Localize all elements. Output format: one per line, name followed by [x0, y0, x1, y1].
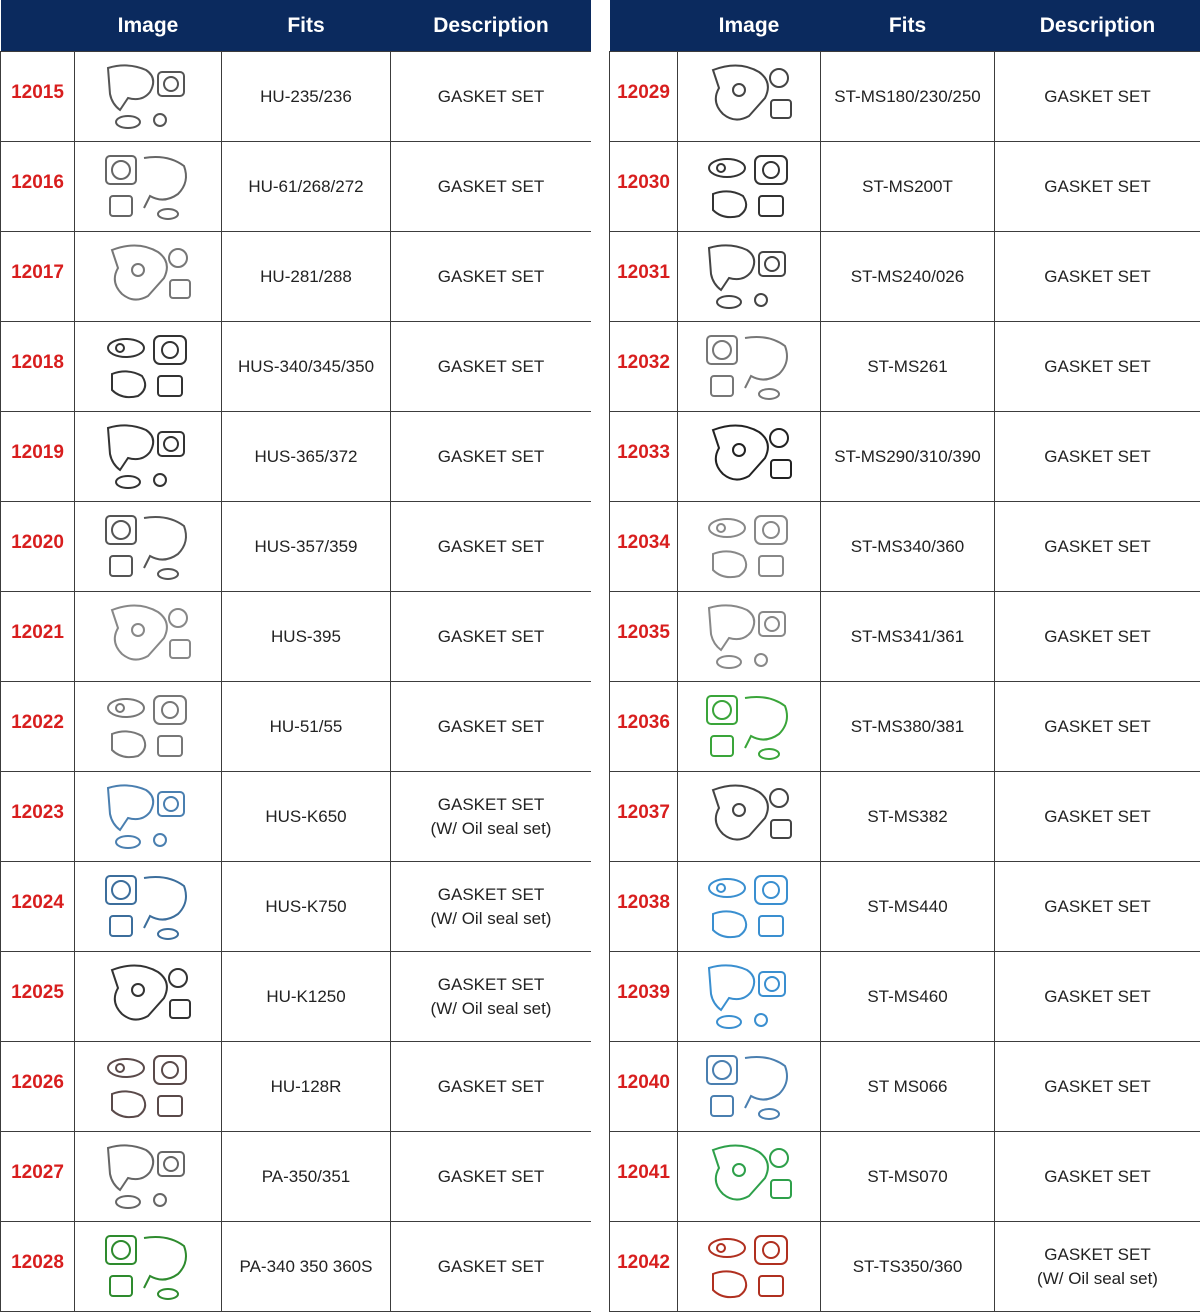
item-code: 12025	[1, 952, 75, 1042]
item-fits: HUS-K650	[222, 772, 391, 862]
table-row	[610, 592, 1200, 682]
description-line: GASKET SET	[1044, 716, 1151, 736]
item-image	[75, 412, 222, 502]
description-line: GASKET SET	[1044, 536, 1151, 556]
catalog-table-right	[609, 0, 1200, 1312]
item-description	[391, 862, 592, 952]
table-row	[610, 1132, 1200, 1222]
description-line: GASKET SET	[1044, 1244, 1151, 1264]
item-description	[995, 502, 1200, 592]
description-note: (W/ Oil seal set)	[430, 908, 552, 928]
item-fits: HU-235/236	[222, 52, 391, 142]
description-line: GASKET SET	[1044, 1076, 1151, 1096]
table-row	[1, 1222, 592, 1312]
item-code: 12023	[1, 772, 75, 862]
item-code: 12016	[1, 142, 75, 232]
gasket-set-icon	[699, 868, 799, 946]
description-line: GASKET SET	[437, 1256, 545, 1276]
item-code: 12018	[1, 322, 75, 412]
gasket-set-icon	[98, 1228, 198, 1306]
table-row	[1, 322, 592, 412]
table-row	[610, 502, 1200, 592]
item-image	[678, 142, 821, 232]
table-header	[1, 0, 592, 52]
item-code: 12019	[1, 412, 75, 502]
item-image	[75, 52, 222, 142]
item-image	[678, 682, 821, 772]
item-description	[391, 1042, 592, 1132]
item-description	[391, 52, 592, 142]
item-fits: ST-MS380/381	[821, 682, 995, 772]
gasket-set-icon	[98, 328, 198, 406]
item-fits: ST-MS460	[821, 952, 995, 1042]
item-image	[75, 592, 222, 682]
item-image	[75, 232, 222, 322]
item-fits: ST-MS341/361	[821, 592, 995, 682]
item-image	[75, 142, 222, 232]
gasket-set-icon	[98, 148, 198, 226]
item-code: 12037	[610, 772, 678, 862]
table-row	[1, 1042, 592, 1132]
table-row	[1, 952, 592, 1042]
item-description	[995, 952, 1200, 1042]
item-fits: HU-61/268/272	[222, 142, 391, 232]
item-fits: ST MS066	[821, 1042, 995, 1132]
item-fits: ST-MS200T	[821, 142, 995, 232]
gasket-set-icon	[98, 1138, 198, 1216]
description-line: GASKET SET	[1044, 176, 1151, 196]
item-description	[391, 232, 592, 322]
item-description	[995, 412, 1200, 502]
table-row	[610, 322, 1200, 412]
item-code: 12033	[610, 412, 678, 502]
item-image	[678, 1042, 821, 1132]
item-description	[391, 1222, 592, 1312]
header-code	[1, 0, 75, 52]
item-image	[678, 862, 821, 952]
item-code: 12028	[1, 1222, 75, 1312]
gasket-set-icon	[98, 418, 198, 496]
gasket-set-icon	[98, 778, 198, 856]
table-row	[1, 682, 592, 772]
gasket-set-icon	[98, 868, 198, 946]
item-image	[678, 232, 821, 322]
item-code: 12041	[610, 1132, 678, 1222]
description-note: (W/ Oil seal set)	[430, 998, 552, 1018]
table-row	[610, 952, 1200, 1042]
description-line: GASKET SET	[1044, 446, 1151, 466]
item-image	[75, 502, 222, 592]
item-fits: ST-MS340/360	[821, 502, 995, 592]
item-description	[995, 772, 1200, 862]
table-row	[610, 52, 1200, 142]
gasket-set-icon	[699, 958, 799, 1036]
item-description	[391, 502, 592, 592]
item-code: 12024	[1, 862, 75, 952]
description-line: GASKET SET	[437, 626, 545, 646]
gasket-set-icon	[699, 418, 799, 496]
item-fits: PA-340 350 360S	[222, 1222, 391, 1312]
gasket-set-icon	[699, 1138, 799, 1216]
item-fits: HUS-357/359	[222, 502, 391, 592]
item-image	[678, 502, 821, 592]
description-line: GASKET SET	[437, 356, 545, 376]
item-image	[75, 1222, 222, 1312]
item-image	[678, 412, 821, 502]
table-row	[610, 772, 1200, 862]
item-fits: ST-MS261	[821, 322, 995, 412]
item-image	[75, 1132, 222, 1222]
gasket-set-icon	[699, 508, 799, 586]
description-line: GASKET SET	[1044, 266, 1151, 286]
description-line: GASKET SET	[1044, 626, 1151, 646]
catalog-table-left	[0, 0, 592, 1312]
gasket-set-icon	[699, 58, 799, 136]
gasket-set-icon	[699, 1228, 799, 1306]
table-row	[610, 1222, 1200, 1312]
description-line: GASKET SET	[1044, 986, 1151, 1006]
item-description	[995, 1222, 1200, 1312]
description-line: GASKET SET	[1044, 806, 1151, 826]
item-description	[995, 592, 1200, 682]
item-code: 12026	[1, 1042, 75, 1132]
item-fits: HUS-K750	[222, 862, 391, 952]
item-code: 12021	[1, 592, 75, 682]
item-code: 12031	[610, 232, 678, 322]
description-line: GASKET SET	[437, 974, 545, 994]
table-row	[610, 682, 1200, 772]
item-fits: ST-MS180/230/250	[821, 52, 995, 142]
table-row	[1, 232, 592, 322]
item-image	[678, 52, 821, 142]
gasket-set-icon	[98, 688, 198, 766]
description-line: GASKET SET	[437, 1076, 545, 1096]
table-row	[1, 412, 592, 502]
item-image	[678, 1132, 821, 1222]
item-description	[995, 1042, 1200, 1132]
item-description	[391, 772, 592, 862]
item-description	[995, 232, 1200, 322]
description-line: GASKET SET	[437, 266, 545, 286]
gasket-set-icon	[98, 58, 198, 136]
column-gap	[591, 0, 609, 1312]
table-header	[610, 0, 1200, 52]
gasket-set-icon	[98, 598, 198, 676]
header-fits: Fits	[821, 0, 995, 52]
item-description	[391, 322, 592, 412]
table-row	[1, 142, 592, 232]
item-description	[391, 412, 592, 502]
gasket-set-icon	[699, 598, 799, 676]
description-line: GASKET SET	[437, 176, 545, 196]
item-image	[678, 952, 821, 1042]
item-code: 12029	[610, 52, 678, 142]
gasket-set-icon	[699, 238, 799, 316]
item-description	[391, 142, 592, 232]
item-fits: ST-MS070	[821, 1132, 995, 1222]
item-description	[391, 682, 592, 772]
table-row	[610, 232, 1200, 322]
description-line: GASKET SET	[437, 884, 545, 904]
item-description	[995, 322, 1200, 412]
gasket-set-icon	[98, 1048, 198, 1126]
item-description	[995, 52, 1200, 142]
header-description: Description	[391, 0, 592, 52]
item-image	[75, 322, 222, 412]
item-fits: HUS-395	[222, 592, 391, 682]
item-description	[995, 142, 1200, 232]
item-fits: HU-51/55	[222, 682, 391, 772]
gasket-set-icon	[699, 328, 799, 406]
item-code: 12027	[1, 1132, 75, 1222]
item-description	[391, 592, 592, 682]
table-row	[1, 52, 592, 142]
item-code: 12020	[1, 502, 75, 592]
gasket-set-icon	[699, 1048, 799, 1126]
header-code	[610, 0, 678, 52]
item-fits: ST-MS290/310/390	[821, 412, 995, 502]
description-line: GASKET SET	[1044, 356, 1151, 376]
item-code: 12030	[610, 142, 678, 232]
header-image: Image	[75, 0, 222, 52]
item-image	[678, 322, 821, 412]
item-code: 12017	[1, 232, 75, 322]
table-row	[1, 592, 592, 682]
table-row	[1, 772, 592, 862]
table-row	[610, 1042, 1200, 1132]
description-line: GASKET SET	[1044, 1166, 1151, 1186]
item-code: 12042	[610, 1222, 678, 1312]
item-fits: PA-350/351	[222, 1132, 391, 1222]
item-image	[678, 772, 821, 862]
item-description	[995, 682, 1200, 772]
item-fits: HUS-365/372	[222, 412, 391, 502]
header-image: Image	[678, 0, 821, 52]
item-image	[75, 862, 222, 952]
item-code: 12034	[610, 502, 678, 592]
item-image	[75, 1042, 222, 1132]
item-image	[678, 592, 821, 682]
item-description	[995, 1132, 1200, 1222]
item-fits: ST-MS440	[821, 862, 995, 952]
item-code: 12035	[610, 592, 678, 682]
item-description	[391, 1132, 592, 1222]
item-fits: HU-128R	[222, 1042, 391, 1132]
table-row	[1, 1132, 592, 1222]
item-description	[391, 952, 592, 1042]
item-image	[75, 682, 222, 772]
description-line: GASKET SET	[437, 716, 545, 736]
gasket-set-icon	[699, 778, 799, 856]
description-note: (W/ Oil seal set)	[430, 818, 552, 838]
table-row	[610, 862, 1200, 952]
description-line: GASKET SET	[437, 794, 545, 814]
item-fits: ST-MS382	[821, 772, 995, 862]
gasket-set-icon	[98, 508, 198, 586]
item-description	[995, 862, 1200, 952]
description-line: GASKET SET	[437, 1166, 545, 1186]
item-fits: ST-MS240/026	[821, 232, 995, 322]
description-line: GASKET SET	[437, 536, 545, 556]
gasket-set-icon	[98, 238, 198, 316]
item-fits: HU-281/288	[222, 232, 391, 322]
item-fits: HUS-340/345/350	[222, 322, 391, 412]
description-note: (W/ Oil seal set)	[1037, 1268, 1158, 1288]
header-description: Description	[995, 0, 1200, 52]
gasket-set-icon	[699, 148, 799, 226]
gasket-set-icon	[699, 688, 799, 766]
table-row	[610, 142, 1200, 232]
item-image	[75, 952, 222, 1042]
gasket-set-icon	[98, 958, 198, 1036]
header-fits: Fits	[222, 0, 391, 52]
item-code: 12022	[1, 682, 75, 772]
description-line: GASKET SET	[437, 86, 545, 106]
table-row	[1, 862, 592, 952]
table-row	[610, 412, 1200, 502]
item-code: 12036	[610, 682, 678, 772]
item-fits: ST-TS350/360	[821, 1222, 995, 1312]
table-row	[1, 502, 592, 592]
description-line: GASKET SET	[1044, 86, 1151, 106]
item-image	[75, 772, 222, 862]
item-code: 12032	[610, 322, 678, 412]
item-code: 12040	[610, 1042, 678, 1132]
description-line: GASKET SET	[1044, 896, 1151, 916]
item-image	[678, 1222, 821, 1312]
item-code: 12015	[1, 52, 75, 142]
item-code: 12039	[610, 952, 678, 1042]
description-line: GASKET SET	[437, 446, 545, 466]
item-code: 12038	[610, 862, 678, 952]
item-fits: HU-K1250	[222, 952, 391, 1042]
